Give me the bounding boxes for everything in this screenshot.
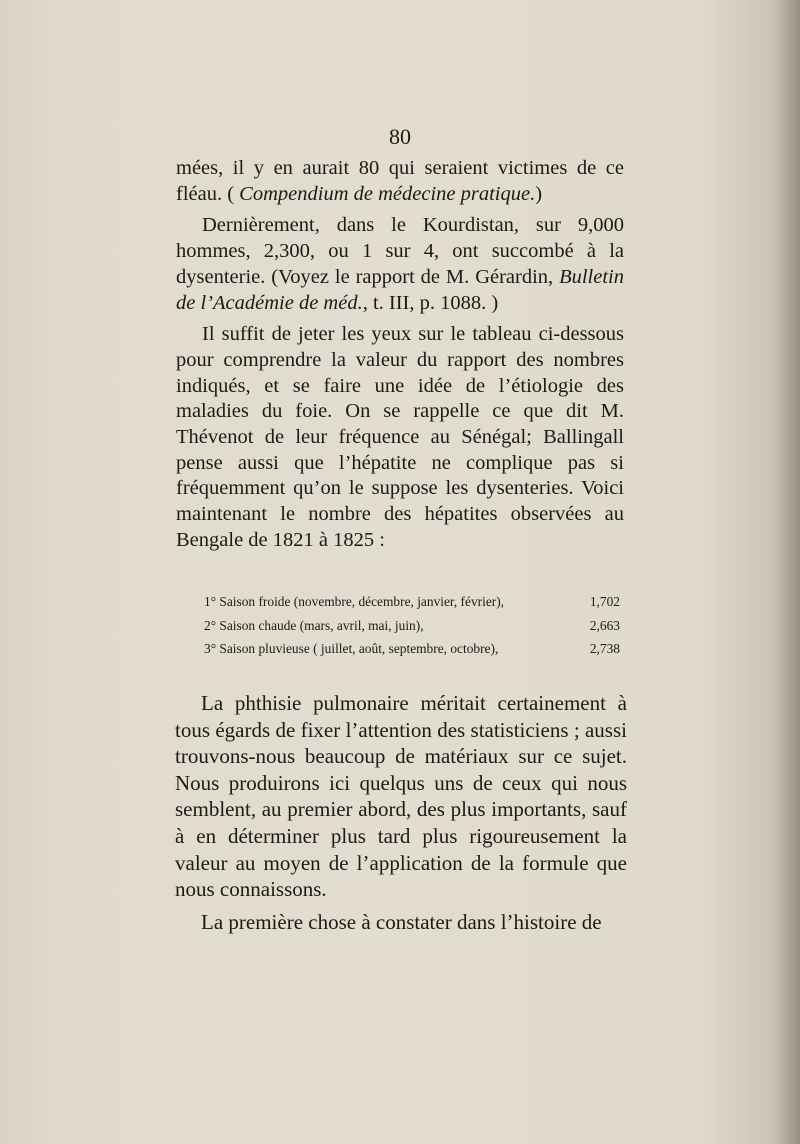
text-run: mées, il y en aurait 80 qui seraient victimes de ce fléau. ( (176, 157, 624, 205)
text-block-bottom (175, 690, 627, 935)
season-label: 1° Saison froide (novembre, décembre, janvier, février), (204, 594, 505, 609)
text-run: La phthisie pulmonaire méritait certainement à tous égards de fixer l’attention des statisticiens ; aussi trouvons-nous beaucoup de matériaux sur ce sujet. Nous produirons ici quelqus uns de ceux qui nous semblent, au premier abord, des plus importants, sauf à en déterminer plus tard plus rigoureusement la valeur au moyen de l’application de la formule que nous connaissons. (175, 691, 627, 902)
page-number: 80 (389, 124, 411, 149)
text-run: Dernièrement, dans le Kourdistan, sur 9,000 hommes, 2,300, ou 1 sur 4, ont succombé à la dysenterie. (Voyez le rapport de M. Gérardin, (176, 214, 624, 288)
table-row (204, 637, 620, 661)
table-row (204, 590, 620, 614)
season-label: 2° Saison chaude (mars, avril, mai, juin), (204, 617, 424, 633)
text-run: ) (535, 182, 543, 205)
case-count: 1,702 (589, 594, 620, 609)
paragraph (176, 322, 624, 553)
paragraph (176, 213, 624, 316)
italic-citation: Compendium de médecine pratique. (239, 182, 536, 205)
text-run: Il suffit de jeter les yeux sur le tableau ci-dessous pour comprendre la valeur du rapport des nombres indiqués, et se faire une idée de l’étiologie des maladies du foie. On se rappelle ce que dit M. Thévenot de leur fréquence au Sénégal; Ballingall pense aussi que l’hépatite ne complique pas si fréquemment qu’on le suppose les dysenteries. Voici maintenant le nombre des hépatites observées au Bengale de 1821 à 1825 : (176, 323, 624, 551)
table-row (204, 614, 620, 638)
case-count: 2,663 (589, 617, 620, 633)
paragraph (175, 909, 627, 936)
paragraph (175, 690, 627, 903)
paragraph (176, 156, 624, 207)
italic-citation: Bulletin de l’Académie de méd. (176, 265, 624, 314)
text-run: La première chose à constater dans l’histoire de (201, 909, 602, 934)
text-block-top (176, 156, 624, 554)
text-run: , t. III, p. 1088. ) (362, 291, 499, 314)
season-label: 3° Saison pluvieuse ( juillet, août, septembre, octobre), (204, 641, 499, 657)
case-count: 2,738 (589, 641, 620, 657)
page-spine-shadow (774, 0, 800, 1144)
hepatitis-season-table (204, 590, 620, 661)
